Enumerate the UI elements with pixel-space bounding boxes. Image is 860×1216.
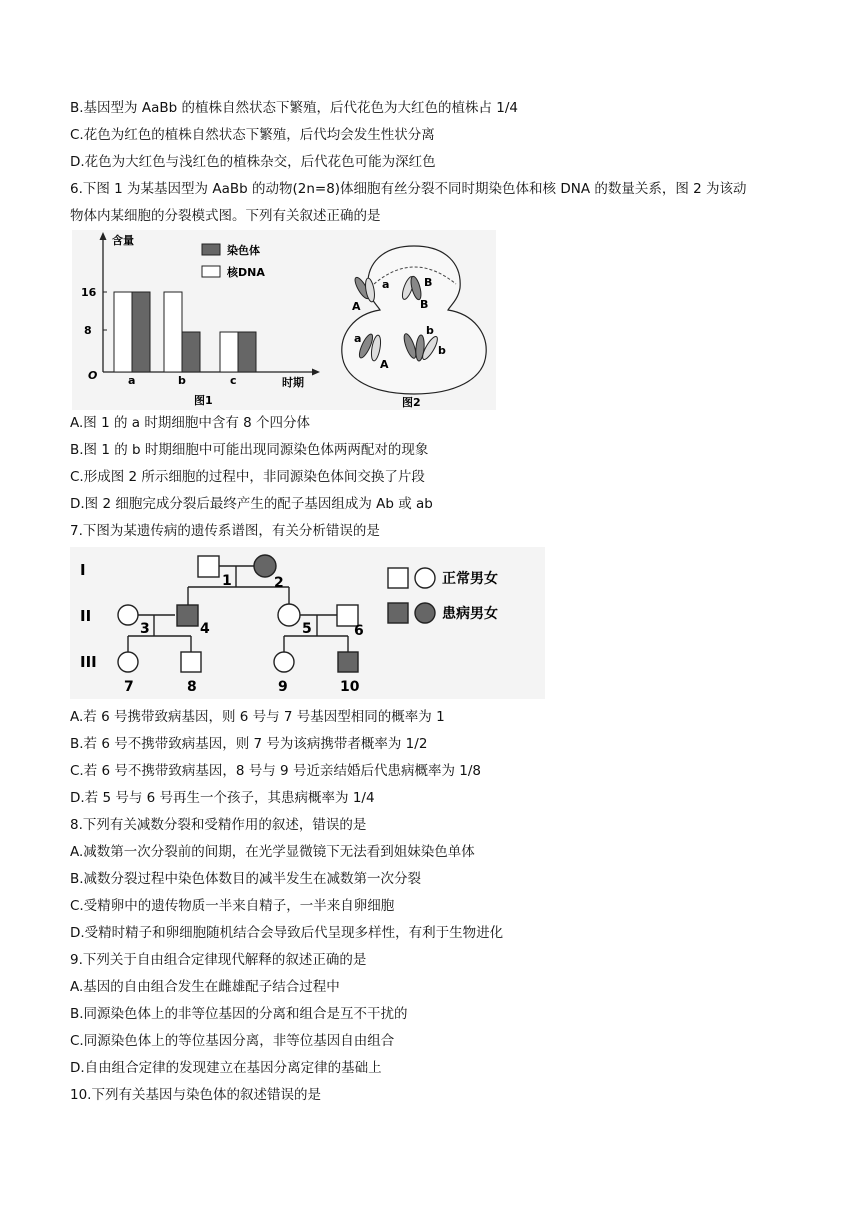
- id-label-3: 3: [140, 621, 150, 637]
- q9-option-b: B.同源染色体上的非等位基因的分离和组合是互不干扰的: [70, 1006, 408, 1022]
- bar-b-dna: [164, 292, 182, 372]
- gene-label: b: [438, 344, 446, 357]
- legend-swatch-chromosome: [202, 244, 220, 255]
- individual-1-normal-male: [198, 556, 219, 577]
- x-tick-c: c: [230, 374, 237, 387]
- q6-option-d: D.图 2 细胞完成分裂后最终产生的配子基因组成为 Ab 或 ab: [70, 496, 433, 512]
- x-axis-label: 时期: [282, 376, 304, 389]
- gene-label: a: [354, 332, 362, 345]
- q5-option-b: B.基因型为 AaBb 的植株自然状态下繁殖，后代花色为大红色的植株占 1/4: [70, 100, 518, 116]
- q6-stem-line1: 6.下图 1 为某基因型为 AaBb 的动物(2n=8)体细胞有丝分裂不同时期染色体和核 DNA 的数量关系，图 2 为该动: [70, 181, 747, 197]
- id-label-6: 6: [354, 623, 364, 639]
- gene-label: B: [424, 276, 433, 289]
- gene-label: a: [382, 278, 390, 291]
- id-label-8: 8: [187, 679, 197, 695]
- generation-label-1: I: [80, 561, 86, 579]
- q10-stem: 10.下列有关基因与染色体的叙述错误的是: [70, 1087, 321, 1103]
- pedigree-chart: [70, 547, 545, 699]
- q8-option-a: A.减数第一次分裂前的间期，在光学显微镜下无法看到姐妹染色单体: [70, 844, 475, 860]
- q5-option-d: D.花色为大红色与浅红色的植株杂交，后代花色可能为深红色: [70, 154, 436, 170]
- individual-7-normal-female: [118, 652, 138, 672]
- q5-option-c: C.花色为红色的植株自然状态下繁殖，后代均会发生性状分离: [70, 127, 435, 143]
- bar-c-chromosome: [238, 332, 256, 372]
- legend-label-dna: 核DNA: [227, 266, 265, 279]
- individual-4-affected-male: [177, 605, 198, 626]
- generation-label-2: II: [80, 607, 92, 625]
- figure-2-caption: 图2: [402, 396, 421, 409]
- origin-label: O: [88, 369, 98, 382]
- legend-label-chromosome: 染色体: [227, 244, 260, 257]
- individual-9-normal-female: [274, 652, 294, 672]
- q7-option-c: C.若 6 号不携带致病基因，8 号与 9 号近亲结婚后代患病概率为 1/8: [70, 763, 481, 779]
- q7-stem: 7.下图为某遗传病的遗传系谱图，有关分析错误的是: [70, 523, 380, 539]
- q6-option-c: C.形成图 2 所示细胞的过程中，非同源染色体间交换了片段: [70, 469, 425, 485]
- q6-option-b: B.图 1 的 b 时期细胞中可能出现同源染色体两两配对的现象: [70, 442, 429, 458]
- q7-option-b: B.若 6 号不携带致病基因，则 7 号为该病携带者概率为 1/2: [70, 736, 428, 752]
- gene-label: B: [420, 298, 429, 311]
- figure-1-caption: 图1: [194, 394, 213, 407]
- q9-option-d: D.自由组合定律的发现建立在基因分离定律的基础上: [70, 1060, 382, 1076]
- id-label-9: 9: [278, 679, 288, 695]
- q9-option-c: C.同源染色体上的等位基因分离，非等位基因自由组合: [70, 1033, 395, 1049]
- legend-normal-label: 正常男女: [442, 571, 498, 587]
- figure-2-cell-diagram: [334, 230, 496, 410]
- bar-b-chromosome: [182, 332, 200, 372]
- q8-option-b: B.减数分裂过程中染色体数目的减半发生在减数第一次分裂: [70, 871, 422, 887]
- q9-option-a: A.基因的自由组合发生在雌雄配子结合过程中: [70, 979, 340, 995]
- id-label-1: 1: [222, 573, 232, 589]
- id-label-4: 4: [200, 621, 210, 637]
- legend-affected-female: [415, 603, 435, 623]
- q6-stem-line2: 物体内某细胞的分裂模式图。下列有关叙述正确的是: [70, 208, 381, 224]
- q7-option-a: A.若 6 号携带致病基因，则 6 号与 7 号基因型相同的概率为 1: [70, 709, 445, 725]
- legend-affected-male: [388, 603, 408, 623]
- y-tick-16: 16: [81, 286, 97, 299]
- individual-10-affected-male: [338, 652, 358, 672]
- x-tick-b: b: [178, 374, 186, 387]
- legend-affected-label: 患病男女: [442, 606, 498, 622]
- bar-c-dna: [220, 332, 238, 372]
- gene-label: A: [380, 358, 389, 371]
- y-tick-8: 8: [84, 324, 92, 337]
- q7-option-d: D.若 5 号与 6 号再生一个孩子，其患病概率为 1/4: [70, 790, 375, 806]
- individual-2-affected-female: [254, 555, 276, 577]
- legend-normal-female: [415, 568, 435, 588]
- q6-option-a: A.图 1 的 a 时期细胞中含有 8 个四分体: [70, 415, 310, 431]
- individual-3-normal-female: [118, 605, 138, 625]
- bar-a-dna: [114, 292, 132, 372]
- bar-a-chromosome: [132, 292, 150, 372]
- legend-normal-male: [388, 568, 408, 588]
- q8-stem: 8.下列有关减数分裂和受精作用的叙述，错误的是: [70, 817, 367, 833]
- id-label-2: 2: [274, 575, 284, 591]
- q8-option-d: D.受精时精子和卵细胞随机结合会导致后代呈现多样性，有利于生物进化: [70, 925, 504, 941]
- gene-label: A: [352, 300, 361, 313]
- id-label-5: 5: [302, 621, 312, 637]
- individual-8-normal-male: [181, 652, 201, 672]
- y-axis-label: 含量: [112, 234, 134, 247]
- id-label-10: 10: [340, 679, 360, 695]
- individual-5-normal-female: [278, 604, 300, 626]
- figure-1-bar-chart: [72, 230, 334, 410]
- id-label-7: 7: [124, 679, 134, 695]
- legend-swatch-dna: [202, 266, 220, 277]
- generation-label-3: III: [80, 653, 97, 671]
- q9-stem: 9.下列关于自由组合定律现代解释的叙述正确的是: [70, 952, 367, 968]
- q8-option-c: C.受精卵中的遗传物质一半来自精子，一半来自卵细胞: [70, 898, 395, 914]
- x-tick-a: a: [128, 374, 136, 387]
- gene-label: b: [426, 324, 434, 337]
